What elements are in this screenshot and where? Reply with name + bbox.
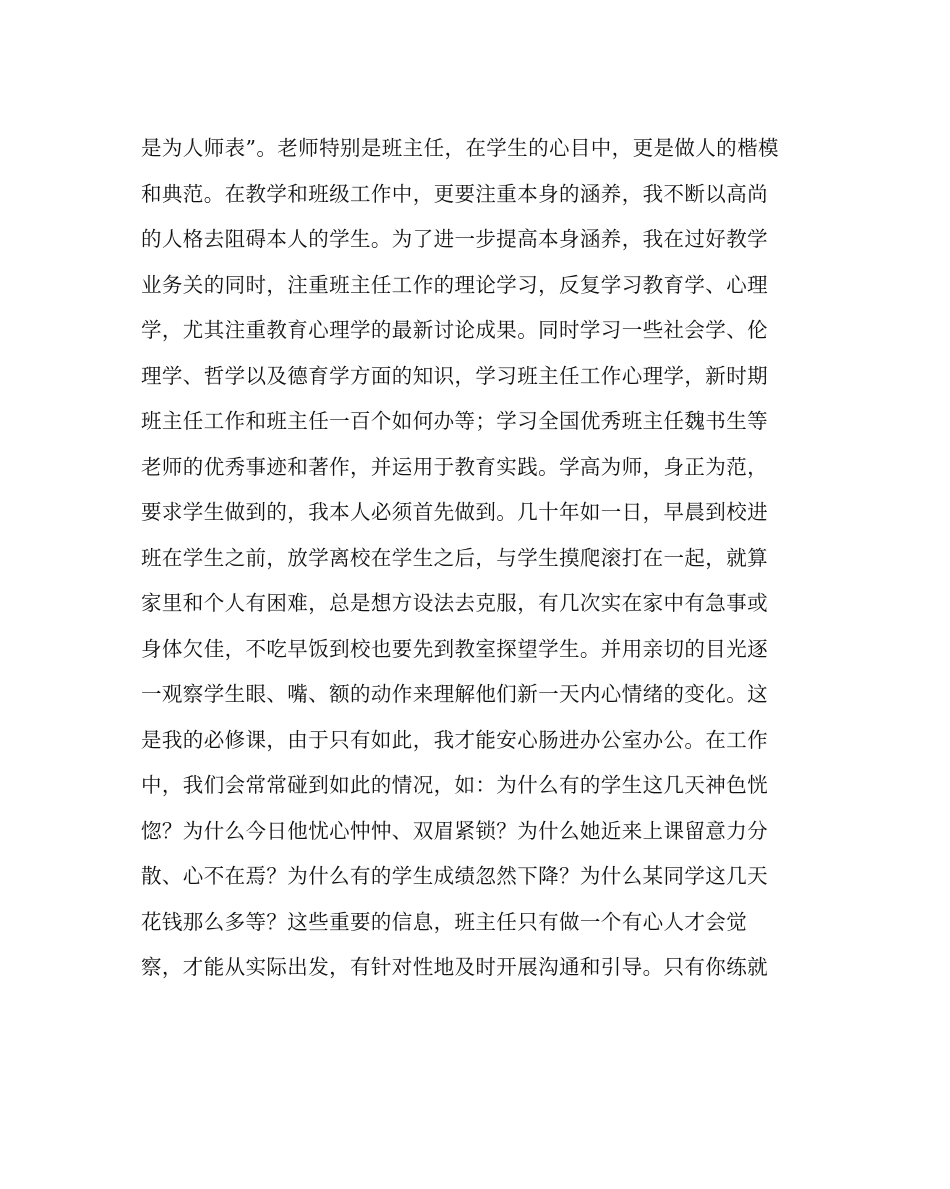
text-line-8: 老师的优秀事迹和著作，并运用于教育实践。学高为师，身正为范， xyxy=(141,454,768,479)
text-line-11: 家里和个人有困难，总是想方设法去克服，有几次实在家中有急事或 xyxy=(141,591,768,615)
text-line-16: 惚？为什么今日他忧心忡忡、双眉紧锁？为什么她近来上课留意力分 xyxy=(141,818,768,843)
text-line-17: 散、心不在焉？为什么有的学生成绩忽然下降？为什么某同学这几天 xyxy=(141,864,768,888)
text-line-18: 花钱那么多等？这些重要的信息，班主任只有做一个有心人才会觉 xyxy=(141,909,748,934)
text-line-6: 理学、哲学以及德育学方面的知识，学习班主任工作心理学，新时期 xyxy=(141,363,768,388)
text-line-5: 学，尤其注重教育心理学的最新讨论成果。同时学习一些社会学、伦 xyxy=(141,318,768,342)
text-line-13: 一观察学生眼、嘴、额的动作来理解他们新一天内心情绪的变化。这 xyxy=(141,682,768,706)
body-text xyxy=(141,126,821,991)
text-line-1: 是为人师表”。老师特别是班主任，在学生的心目中，更是做人的楷模 xyxy=(141,136,779,160)
text-line-2: 和典范。在教学和班级工作中，更要注重本身的涵养，我不断以高尚 xyxy=(141,181,768,206)
text-line-14: 是我的必修课，由于只有如此，我才能安心肠进办公室办公。在工作 xyxy=(141,727,768,752)
text-line-10: 班在学生之前，放学离校在学生之后，与学生摸爬滚打在一起，就算 xyxy=(141,545,768,570)
text-line-4: 业务关的同时，注重班主任工作的理论学习，反复学习教育学、心理 xyxy=(141,272,768,297)
text-line-3: 的人格去阻碍本人的学生。为了进一步提高本身涵养，我在过好教学 xyxy=(141,227,768,251)
text-line-12: 身体欠佳，不吃早饭到校也要先到教室探望学生。并用亲切的目光逐 xyxy=(141,636,768,661)
text-line-7: 班主任工作和班主任一百个如何办等；学习全国优秀班主任魏书生等 xyxy=(141,409,768,433)
text-line-19: 察，才能从实际出发，有针对性地及时开展沟通和引导。只有你练就 xyxy=(141,955,768,979)
text-line-15: 中，我们会常常碰到如此的情况，如：为什么有的学生这几天神色恍 xyxy=(141,773,768,797)
text-line-9: 要求学生做到的，我本人必须首先做到。几十年如一日，早晨到校进 xyxy=(141,500,768,524)
